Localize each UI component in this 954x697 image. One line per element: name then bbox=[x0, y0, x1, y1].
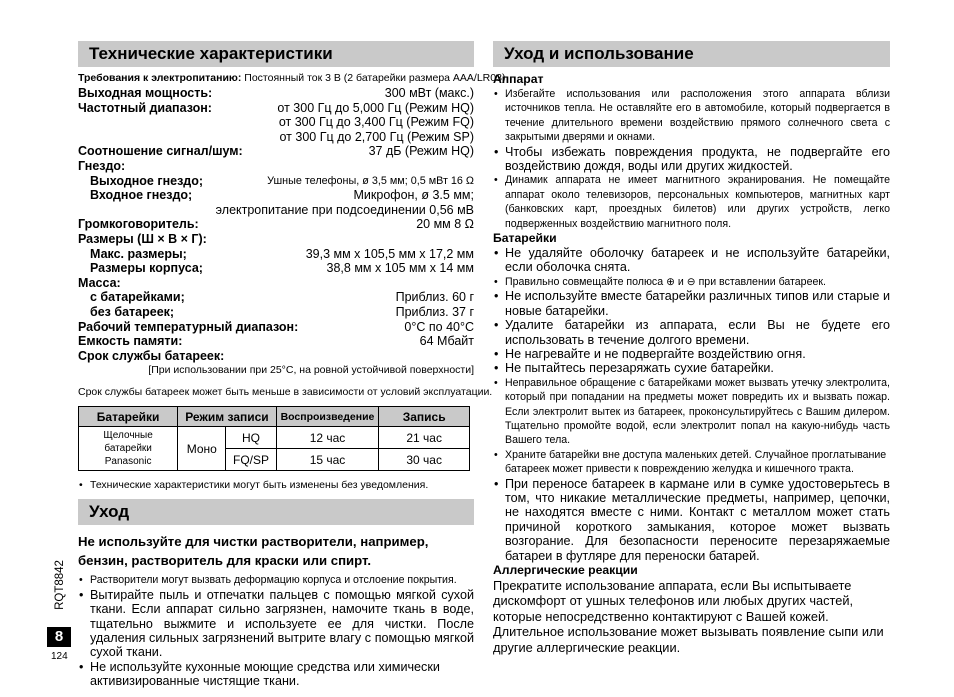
freq-value-hq: от 300 Гц до 5,000 Гц (Режим HQ) bbox=[277, 100, 474, 115]
list-item: • Чтобы избежать повреждения продукта, не подвергайте его воздействию дождя, воды или других жидкостей. bbox=[493, 145, 890, 174]
out-jack-row bbox=[78, 174, 474, 189]
list-item: • При переносе батареек в кармане или в сумке удостоверьтесь в том, что никакие металлические предметы, например, цепочки, не находятся вместе с ними. Контакт с металлом может стать причиной короткого замыкания, которое может вызвать возгорание. Для безопасности переносите перезаряжаемые батареи в футляре для переноски батарей. bbox=[493, 477, 890, 563]
list-item: • Не используйте вместе батарейки различных типов или старые и новые батарейки. bbox=[493, 289, 890, 318]
out-jack-label: Выходное гнездо; bbox=[90, 173, 204, 188]
mass-label: Масса: bbox=[78, 275, 121, 290]
in-jack-row bbox=[78, 188, 474, 203]
freq-label: Частотный диапазон: bbox=[78, 100, 212, 115]
table-header: Воспроизведение bbox=[276, 407, 379, 427]
temp-value: 0°C по 40°C bbox=[404, 319, 474, 334]
freq-value-fq: от 300 Гц до 3,400 Гц (Режим FQ) bbox=[278, 115, 474, 130]
list-item: • Удалите батарейки из аппарата, если Вы не будете его использовать в течение долгого времени. bbox=[493, 318, 890, 347]
power-value: Постоянный ток 3 В (2 батарейки размера AAA/LR03) bbox=[244, 72, 506, 84]
list-item: • Динамик аппарата не имеет магнитного экранирования. Не помещайте аппарат около телевизоров, персональных компьютеров, магнитных карт (банковских карт, проездных билетов) или других устройств, легко подверженных воздействию магнитного поля. bbox=[493, 173, 890, 231]
battery-life-table bbox=[78, 406, 470, 471]
max-dims-label: Макс. размеры; bbox=[90, 246, 187, 261]
with-bat-row bbox=[78, 290, 474, 305]
list-item: • Избегайте использования или расположения этого аппарата вблизи источников тепла. Не оставляйте его в автомобиле, который подвергается в течение длительного времени воздействию прямого солнечного света с закрытыми дверями и окнами. bbox=[493, 87, 890, 145]
list-item: • Растворители могут вызвать деформацию корпуса и отслоение покрытия. bbox=[78, 573, 474, 587]
page-number-small: 124 bbox=[51, 651, 68, 662]
list-item: • Не используйте кухонные моющие средства или химически активизированные чистящие ткани. bbox=[78, 660, 474, 689]
in-jack-value: Микрофон, ø 3.5 мм; bbox=[353, 188, 474, 203]
table-cell: 12 час bbox=[276, 427, 379, 449]
device-list bbox=[493, 87, 890, 231]
table-header: Запись bbox=[379, 407, 470, 427]
model-code-text: RQT8842 bbox=[54, 560, 66, 610]
without-bat-row bbox=[78, 305, 474, 320]
body-dims-value: 38,8 мм x 105 мм x 14 мм bbox=[326, 261, 474, 276]
max-dims-row bbox=[78, 247, 474, 262]
allergy-paragraph-2: Длительное использование может вызывать появление сыпи или другие аллергические реакции. bbox=[493, 624, 884, 655]
memory-value: 64 Мбайт bbox=[419, 334, 474, 349]
right-column bbox=[493, 41, 890, 655]
battery-list bbox=[493, 246, 890, 563]
snr-label: Соотношение сигнал/шум: bbox=[78, 144, 243, 159]
table-cell: FQ/SP bbox=[226, 449, 276, 471]
left-column bbox=[78, 41, 506, 689]
list-item: • Правильно совмещайте полюса ⊕ и ⊖ при вставлении батареек. bbox=[493, 275, 890, 289]
out-power-label: Выходная мощность: bbox=[78, 86, 213, 100]
care-list bbox=[78, 573, 474, 688]
max-dims-value: 39,3 мм x 105,5 мм x 17,2 мм bbox=[305, 246, 474, 261]
table-cell: 15 час bbox=[276, 449, 379, 471]
without-bat-label: без батареек; bbox=[90, 304, 175, 319]
mass-row bbox=[78, 276, 474, 291]
jack-label: Гнездо: bbox=[78, 158, 126, 173]
snr-value: 37 дБ (Режим HQ) bbox=[368, 144, 474, 159]
memory-label: Емкость памяти: bbox=[78, 334, 183, 349]
in-jack-label: Входное гнездо; bbox=[90, 188, 193, 203]
table-cell: Щелочные батарейки Panasonic bbox=[79, 427, 178, 471]
with-bat-value: Приблиз. 60 г bbox=[395, 290, 474, 305]
with-bat-label: с батарейками; bbox=[90, 290, 185, 305]
power-row bbox=[78, 72, 506, 85]
in-jack-value-2: электропитание при подсоединении 0,56 мВ bbox=[215, 202, 474, 217]
care-use-section-title: Уход и использование bbox=[493, 41, 890, 67]
table-cell: 30 час bbox=[379, 449, 470, 471]
speaker-label: Громкоговоритель: bbox=[78, 217, 199, 232]
table-cell: Моно bbox=[178, 427, 226, 471]
allergy-paragraph-1: Прекратите использование аппарата, если Вы испытываете дискомфорт от ушных телефонов или любых других частей, которые непосредственно контактируют с Вашей кожей. bbox=[493, 578, 854, 624]
allergy-heading: Аллергические реакции bbox=[493, 563, 638, 577]
speaker-value: 20 мм 8 Ω bbox=[416, 217, 474, 232]
spec-list bbox=[78, 72, 506, 399]
list-item: • Храните батарейки вне доступа маленьких детей. Случайное проглатывание батареек может привести к повреждению желудка и кишечного тракта. bbox=[493, 448, 890, 477]
life-note-2: Срок службы батареек может быть меньше в зависимости от условий эксплуатации. bbox=[78, 386, 493, 399]
list-item: • Не пытайтесь перезаряжать сухие батарейки. bbox=[493, 361, 890, 375]
table-cell: 21 час bbox=[379, 427, 470, 449]
out-power-value: 300 мВт (макс.) bbox=[384, 86, 474, 100]
temp-row bbox=[78, 320, 474, 335]
jack-row bbox=[78, 159, 474, 174]
temp-label: Рабочий температурный диапазон: bbox=[78, 319, 299, 334]
list-item: • Не удаляйте оболочку батареек и не используйте батарейки, если оболочка снята. bbox=[493, 246, 890, 275]
memory-row bbox=[78, 334, 474, 349]
spec-note-list bbox=[78, 479, 474, 492]
life-label: Срок службы батареек: bbox=[78, 348, 225, 363]
dims-label: Размеры (Ш × В × Г): bbox=[78, 231, 207, 246]
body-dims-row bbox=[78, 261, 474, 276]
spec-section-title: Технические характеристики bbox=[78, 41, 474, 67]
life-note: [При использовании при 25°C, на ровной устойчивой поверхности] bbox=[148, 364, 474, 377]
list-item: • Вытирайте пыль и отпечатки пальцев с помощью мягкой сухой ткани. Если аппарат сильно загрязнен, намочите ткань в воде, тщательно выжмите и используете ее для чистки. После удаления сильных загрязнений вытрите влагу с помощью мягкой сухой ткани. bbox=[78, 588, 474, 660]
speaker-row bbox=[78, 217, 474, 232]
freq-value-sp: от 300 Гц до 2,700 Гц (Режим SP) bbox=[279, 129, 474, 144]
care-heading: Не используйте для чистки растворители, например, бензин, растворитель для краски или спирт. bbox=[78, 534, 429, 568]
freq-row bbox=[78, 101, 474, 116]
out-power-row bbox=[78, 86, 474, 101]
table-header-row bbox=[79, 407, 470, 427]
list-item: • Не нагревайте и не подвергайте воздействию огня. bbox=[493, 347, 890, 361]
model-code bbox=[52, 555, 68, 615]
without-bat-value: Приблиз. 37 г bbox=[395, 304, 474, 319]
table-cell: HQ bbox=[226, 427, 276, 449]
body-dims-label: Размеры корпуса; bbox=[90, 261, 203, 276]
list-item: • Неправильное обращение с батарейками может вызвать утечку электролита, который при попадании на предметы может повредить их и вызвать пожар. Если электролит вытек из батареек, проконсультируйтесь с Вашим дилером. Тщательно промойте водой, если электролит попал на какую-нибудь часть Вашего тела. bbox=[493, 376, 890, 448]
care-section-title: Уход bbox=[78, 499, 474, 525]
table-header: Режим записи bbox=[178, 407, 276, 427]
battery-heading: Батарейки bbox=[493, 231, 557, 246]
spec-note: • Технические характеристики могут быть изменены без уведомления. bbox=[78, 479, 474, 492]
life-row bbox=[78, 349, 474, 364]
table-row bbox=[79, 427, 470, 449]
dims-row bbox=[78, 232, 474, 247]
power-label: Требования к электропитанию: bbox=[78, 72, 242, 84]
device-heading: Аппарат bbox=[493, 72, 544, 86]
page-number: 8 bbox=[47, 627, 71, 647]
snr-row bbox=[78, 144, 474, 159]
table-header: Батарейки bbox=[79, 407, 178, 427]
out-jack-value: Ушные телефоны, ø 3,5 мм; 0,5 мВт 16 Ω bbox=[267, 174, 474, 187]
